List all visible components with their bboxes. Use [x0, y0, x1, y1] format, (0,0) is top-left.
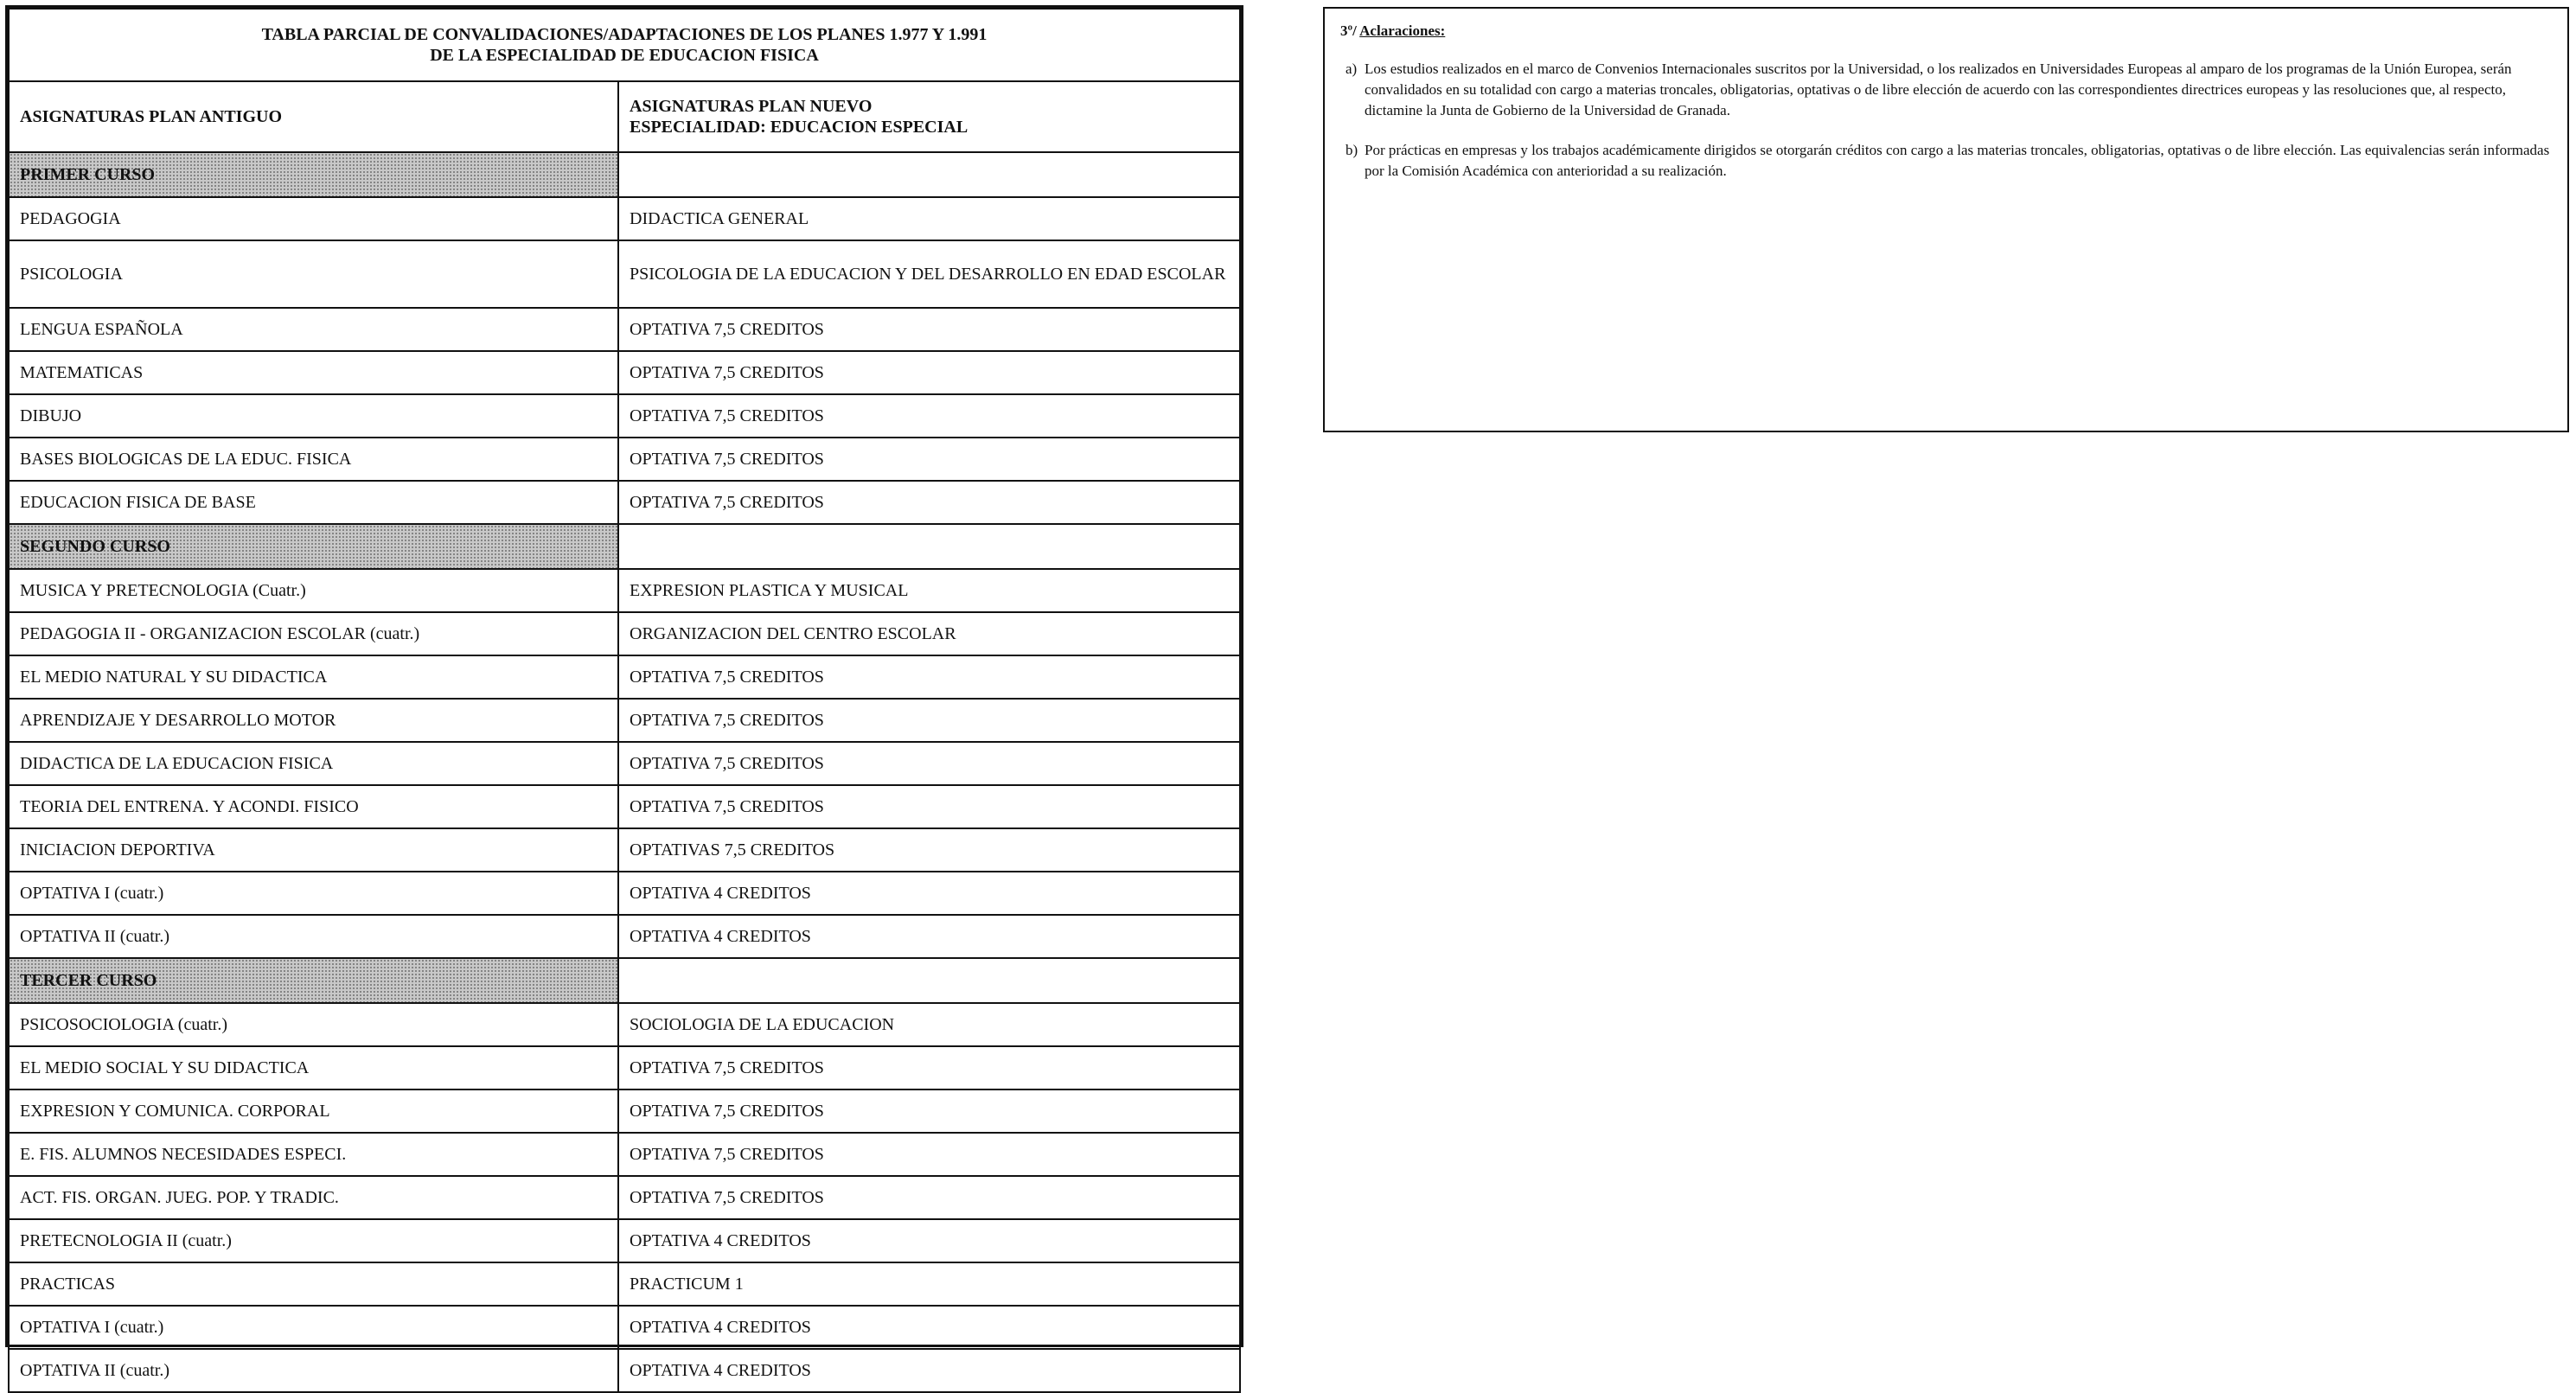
old-plan-subject: PEDAGOGIA [9, 197, 618, 240]
header-new-plan [618, 81, 1240, 152]
table-row [9, 785, 1240, 828]
new-plan-subject: OPTATIVA 4 CREDITOS [618, 1349, 1240, 1392]
new-plan-subject: OPTATIVA 7,5 CREDITOS [618, 1133, 1240, 1176]
convalidation-table-container [5, 5, 1243, 1380]
old-plan-subject: PSICOLOGIA [9, 240, 618, 308]
clarification-label: a) [1346, 61, 1358, 77]
header-new-plan-line-2: ESPECIALIDAD: EDUCACION ESPECIAL [630, 118, 968, 137]
new-plan-subject: ORGANIZACION DEL CENTRO ESCOLAR [618, 612, 1240, 655]
table-title-line-2: DE LA ESPECIALIDAD DE EDUCACION FISICA [430, 46, 819, 65]
new-plan-subject: OPTATIVA 7,5 CREDITOS [618, 742, 1240, 785]
table-row [9, 655, 1240, 699]
table-row [9, 569, 1240, 612]
table-row [9, 1133, 1240, 1176]
table-row [9, 742, 1240, 785]
new-plan-subject: OPTATIVA 4 CREDITOS [618, 915, 1240, 958]
table-row [9, 240, 1240, 308]
old-plan-subject: MATEMATICAS [9, 351, 618, 394]
old-plan-subject: INICIACION DEPORTIVA [9, 828, 618, 872]
new-plan-subject: PSICOLOGIA DE LA EDUCACION Y DEL DESARROLLO EN EDAD ESCOLAR [618, 240, 1240, 308]
old-plan-subject: TEORIA DEL ENTRENA. Y ACONDI. FISICO [9, 785, 618, 828]
table-body [9, 9, 1240, 1392]
table-row [9, 915, 1240, 958]
section-row [9, 152, 1240, 197]
section-empty-cell [618, 152, 1240, 197]
clarification-label: b) [1346, 142, 1358, 158]
new-plan-subject: OPTATIVA 7,5 CREDITOS [618, 1089, 1240, 1133]
old-plan-subject: BASES BIOLOGICAS DE LA EDUC. FISICA [9, 438, 618, 481]
header-new-plan-line-1: ASIGNATURAS PLAN NUEVO [630, 97, 873, 116]
old-plan-subject: OPTATIVA II (cuatr.) [9, 1349, 618, 1392]
table-row [9, 308, 1240, 351]
new-plan-subject: OPTATIVA 7,5 CREDITOS [618, 438, 1240, 481]
old-plan-subject: OPTATIVA II (cuatr.) [9, 915, 618, 958]
table-row [9, 1176, 1240, 1219]
section-title: PRIMER CURSO [9, 152, 618, 197]
old-plan-subject: EL MEDIO NATURAL Y SU DIDACTICA [9, 655, 618, 699]
clarifications-box [1323, 7, 2569, 432]
old-plan-subject: E. FIS. ALUMNOS NECESIDADES ESPECI. [9, 1133, 618, 1176]
table-title-row [9, 9, 1240, 81]
table-row [9, 197, 1240, 240]
new-plan-subject: PRACTICUM 1 [618, 1262, 1240, 1306]
table-row [9, 1046, 1240, 1089]
new-plan-subject: OPTATIVAS 7,5 CREDITOS [618, 828, 1240, 872]
new-plan-subject: OPTATIVA 7,5 CREDITOS [618, 351, 1240, 394]
old-plan-subject: OPTATIVA I (cuatr.) [9, 1306, 618, 1349]
new-plan-subject: EXPRESION PLASTICA Y MUSICAL [618, 569, 1240, 612]
table-header-row [9, 81, 1240, 152]
table-row [9, 438, 1240, 481]
clarification-item-a [1346, 59, 2552, 121]
new-plan-subject: OPTATIVA 7,5 CREDITOS [618, 394, 1240, 438]
section-empty-cell [618, 524, 1240, 569]
table-row [9, 1089, 1240, 1133]
new-plan-subject: OPTATIVA 7,5 CREDITOS [618, 308, 1240, 351]
old-plan-subject: PRETECNOLOGIA II (cuatr.) [9, 1219, 618, 1262]
old-plan-subject: DIDACTICA DE LA EDUCACION FISICA [9, 742, 618, 785]
table-row [9, 394, 1240, 438]
section-row [9, 524, 1240, 569]
clarifications-heading [1340, 21, 2552, 42]
table-row [9, 872, 1240, 915]
table-row [9, 481, 1240, 524]
new-plan-subject: OPTATIVA 4 CREDITOS [618, 1219, 1240, 1262]
new-plan-subject: OPTATIVA 7,5 CREDITOS [618, 1046, 1240, 1089]
new-plan-subject: SOCIOLOGIA DE LA EDUCACION [618, 1003, 1240, 1046]
new-plan-subject: OPTATIVA 7,5 CREDITOS [618, 481, 1240, 524]
table-title [9, 9, 1240, 81]
new-plan-subject: OPTATIVA 7,5 CREDITOS [618, 655, 1240, 699]
clarification-item-b [1346, 140, 2552, 182]
old-plan-subject: APRENDIZAJE Y DESARROLLO MOTOR [9, 699, 618, 742]
table-row [9, 1219, 1240, 1262]
section-title: TERCER CURSO [9, 958, 618, 1003]
new-plan-subject: OPTATIVA 7,5 CREDITOS [618, 785, 1240, 828]
table-row [9, 1003, 1240, 1046]
new-plan-subject: OPTATIVA 4 CREDITOS [618, 1306, 1240, 1349]
old-plan-subject: EL MEDIO SOCIAL Y SU DIDACTICA [9, 1046, 618, 1089]
clarification-text: Los estudios realizados en el marco de Convenios Internacionales suscritos por la Universidad, o los realizados en Universidades Europeas al amparo de los programas de la Unión Europea, serán convalidados en su totalidad con cargo a materias troncales, obligatorias, optativas o de libre elección de acuerdo con las correspondientes directrices europeas y las resoluciones que, al respecto, dictamine la Junta de Gobierno de la Universidad de Granada. [1365, 61, 2512, 118]
old-plan-subject: ACT. FIS. ORGAN. JUEG. POP. Y TRADIC. [9, 1176, 618, 1219]
convalidation-table [8, 8, 1241, 1393]
old-plan-subject: OPTATIVA I (cuatr.) [9, 872, 618, 915]
new-plan-subject: OPTATIVA 7,5 CREDITOS [618, 699, 1240, 742]
table-row [9, 612, 1240, 655]
old-plan-subject: PSICOSOCIOLOGIA (cuatr.) [9, 1003, 618, 1046]
old-plan-subject: MUSICA Y PRETECNOLOGIA (Cuatr.) [9, 569, 618, 612]
table-row [9, 1262, 1240, 1306]
old-plan-subject: PEDAGOGIA II - ORGANIZACION ESCOLAR (cuatr.) [9, 612, 618, 655]
old-plan-subject: EXPRESION Y COMUNICA. CORPORAL [9, 1089, 618, 1133]
old-plan-subject: LENGUA ESPAÑOLA [9, 308, 618, 351]
table-row [9, 351, 1240, 394]
new-plan-subject: OPTATIVA 7,5 CREDITOS [618, 1176, 1240, 1219]
section-row [9, 958, 1240, 1003]
table-title-line-1: TABLA PARCIAL DE CONVALIDACIONES/ADAPTACIONES DE LOS PLANES 1.977 Y 1.991 [261, 25, 988, 44]
old-plan-subject: DIBUJO [9, 394, 618, 438]
table-row [9, 828, 1240, 872]
section-title: SEGUNDO CURSO [9, 524, 618, 569]
old-plan-subject: EDUCACION FISICA DE BASE [9, 481, 618, 524]
section-empty-cell [618, 958, 1240, 1003]
clarifications-number: 3º/ [1340, 22, 1360, 39]
new-plan-subject: DIDACTICA GENERAL [618, 197, 1240, 240]
old-plan-subject: PRACTICAS [9, 1262, 618, 1306]
clarifications-title: Aclaraciones: [1359, 22, 1446, 39]
header-old-plan: ASIGNATURAS PLAN ANTIGUO [9, 81, 618, 152]
table-row [9, 699, 1240, 742]
clarification-text: Por prácticas en empresas y los trabajos académicamente dirigidos se otorgarán créditos con cargo a las materias troncales, obligatorias, optativas o de libre elección. Las equivalencias serán informadas por la Comisión Académica con anterioridad a su realización. [1365, 142, 2550, 179]
table-row [9, 1306, 1240, 1349]
table-row [9, 1349, 1240, 1392]
new-plan-subject: OPTATIVA 4 CREDITOS [618, 872, 1240, 915]
